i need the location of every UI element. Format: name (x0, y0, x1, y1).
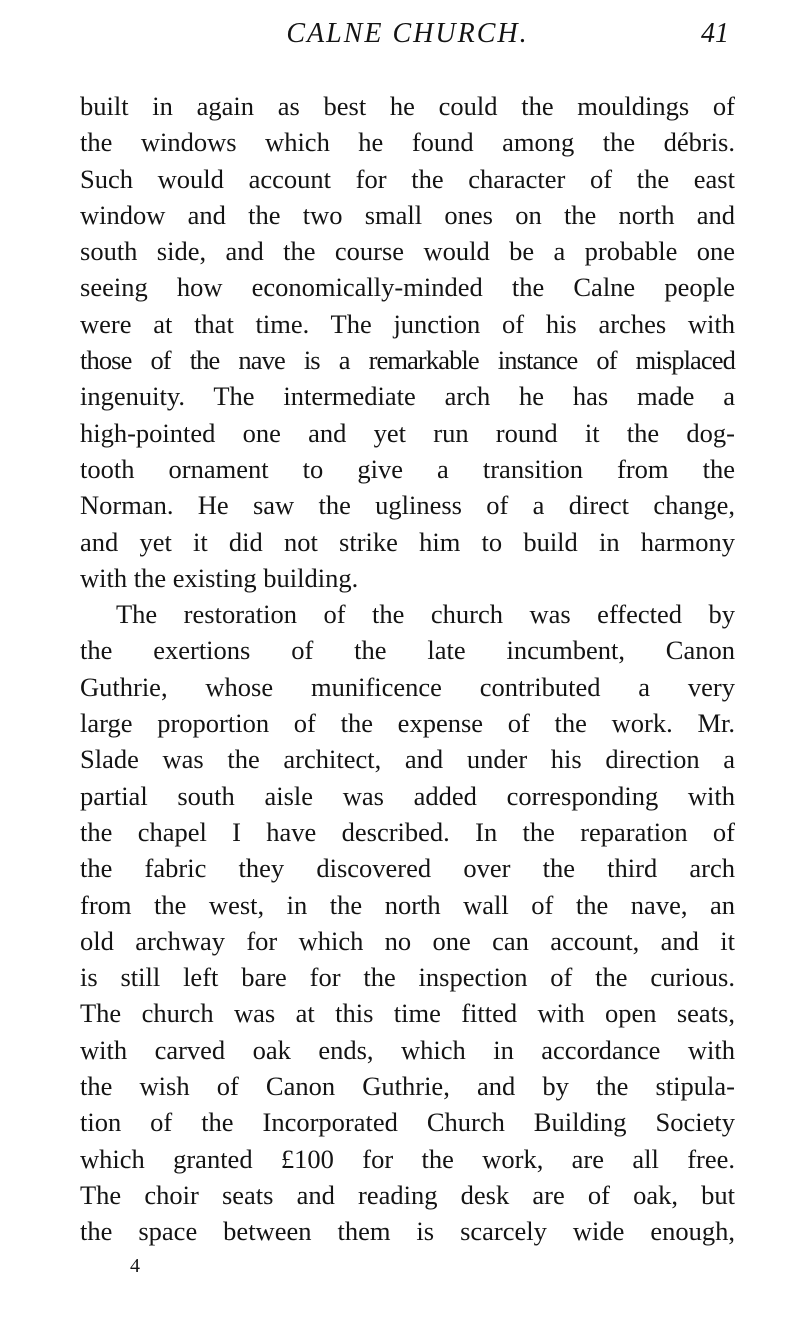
text-line: seeing how economically-minded the Calne people (80, 272, 735, 303)
text-line: the chapel I have described. In the reparation of (80, 816, 735, 847)
running-title: CALNE CHURCH. (286, 18, 529, 49)
text-line: the space between them is scarcely wide enough, (80, 1216, 735, 1247)
text-line: tooth ornament to give a transition from the (80, 453, 735, 484)
paragraph-start-line: The restoration of the church was effected by (116, 599, 735, 630)
text-line: which granted £100 for the work, are all free. (80, 1143, 735, 1174)
text-line: were at that time. The junction of his arches with (80, 308, 735, 339)
text-line: high-pointed one and yet run round it the dog- (80, 417, 735, 448)
body-text (80, 88, 735, 1250)
text-line: those of the nave is a remarkable instance of misplaced (80, 345, 735, 376)
signature-mark: 4 (130, 1255, 140, 1277)
text-line: from the west, in the north wall of the nave, an (80, 889, 735, 920)
text-line: is still left bare for the inspection of the curious. (80, 962, 735, 993)
text-line: the exertions of the late incumbent, Canon (80, 635, 735, 666)
text-line: and yet it did not strike him to build in harmony (80, 526, 735, 557)
page-number: 41 (701, 18, 729, 49)
text-line: built in again as best he could the mouldings of (80, 91, 735, 121)
running-head (80, 18, 735, 58)
text-line: south side, and the course would be a probable one (80, 236, 735, 267)
text-line: Norman. He saw the ugliness of a direct change, (80, 490, 735, 521)
text-line: window and the two small ones on the north and (80, 199, 735, 230)
text-line: partial south aisle was added corresponding with (80, 780, 735, 811)
text-line: with carved oak ends, which in accordance with (80, 1034, 735, 1065)
text-line: the wish of Canon Guthrie, and by the stipula- (80, 1071, 735, 1102)
text-line: the windows which he found among the débris. (80, 127, 735, 158)
text-line: old archway for which no one can account, and it (80, 925, 735, 956)
text-line: the fabric they discovered over the third arch (80, 853, 735, 884)
text-line: Guthrie, whose munificence contributed a very (80, 671, 735, 702)
text-line: ingenuity. The intermediate arch he has made a (80, 381, 735, 412)
text-line: The church was at this time fitted with open seats, (80, 998, 735, 1029)
text-line: Such would account for the character of the east (80, 163, 735, 194)
text-line: The choir seats and reading desk are of oak, but (80, 1179, 735, 1210)
text-line: large proportion of the expense of the work. Mr. (80, 708, 735, 739)
text-line: Slade was the architect, and under his direction a (80, 744, 735, 775)
paragraph-end-line: with the existing building. (80, 562, 359, 593)
text-line: tion of the Incorporated Church Building Society (80, 1107, 735, 1138)
